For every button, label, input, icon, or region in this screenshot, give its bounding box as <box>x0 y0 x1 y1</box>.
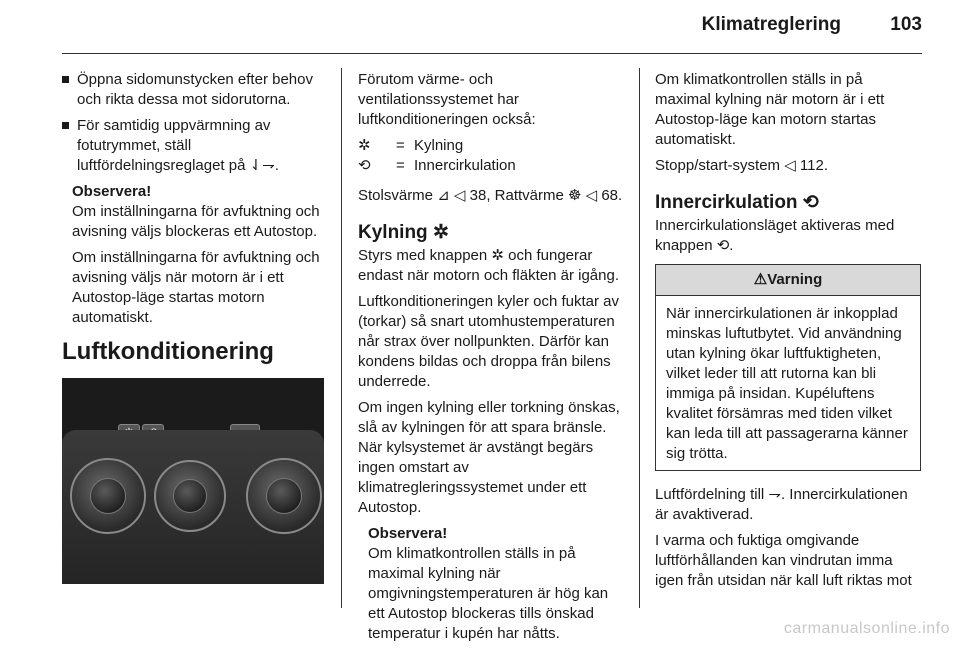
column-divider <box>639 68 640 608</box>
list-item: Öppna sidomunstycken efter behov och rikta dessa mot sidorutorna. <box>62 70 324 110</box>
bullet-icon <box>62 122 69 129</box>
climate-panel-photo <box>62 378 324 584</box>
column-divider <box>341 68 342 608</box>
page-number: 103 <box>890 14 922 35</box>
recirculation-icon: ⟲ <box>358 157 371 174</box>
bullet-icon <box>62 76 69 83</box>
note-block <box>358 524 624 644</box>
column-3 <box>655 70 921 597</box>
note-paragraph: Om inställningarna för avfuktning och avisning väljs när motorn är i ett Autostop-läge startas motorn automatiskt. <box>72 249 320 326</box>
note-heading: Observera! <box>72 183 152 200</box>
legend-row: ✲ = Kylning <box>358 137 464 154</box>
body-paragraph: Om ingen kylning eller torkning önskas, slå av kylningen för att spara bränsle. När kylsystemet är avstängt begärs ingen omstart av klimatregleringssystemet under ett Autostop. <box>358 399 620 516</box>
body-paragraph: Innercirkulationsläget aktiveras med knappen ⟲. <box>655 217 895 254</box>
fan-knob <box>154 460 226 532</box>
body-paragraph: Om klimatkontrollen ställs in på maximal kylning när motorn är i ett Autostop-läge kan motorn startas automatiskt. <box>655 71 885 148</box>
note-block <box>62 182 324 328</box>
reference-paragraph: Stolsvärme ⊿ ◁ 38, Rattvärme ☸ ◁ 68. <box>358 187 623 204</box>
list-item: För samtidig uppvärmning av fotutrymmet, ställ luftfördelningsreglaget på ⇃⇁. <box>62 116 324 176</box>
header-rule <box>62 53 922 54</box>
body-paragraph: Styrs med knappen ✲ och fungerar endast när motorn och fläkten är igång. <box>358 247 619 284</box>
section-heading: Luftkonditionering <box>62 338 274 365</box>
column-2 <box>358 70 624 650</box>
temperature-knob <box>70 458 146 534</box>
body-paragraph: Luftfördelning till ⇁. Innercirkulationen är avaktiverad. <box>655 486 908 523</box>
page-title: Klimatreglering <box>701 14 842 35</box>
page-header <box>702 14 922 36</box>
subsection-heading: Kylning ✲ <box>358 222 449 243</box>
body-paragraph: Luftkonditioneringen kyler och fuktar av (torkar) så snart utomhustemperaturen når strax över nollpunkten. Därför kan kondens bildas och droppa från bilens underrede. <box>358 293 619 390</box>
body-paragraph: I varma och fuktiga omgivande luftförhållanden kan vindrutan imma igen från utsidan när kall luft riktas mot <box>655 532 912 589</box>
note-paragraph: Om klimatkontrollen ställs in på maximal kylning när omgivningstemperaturen är hög kan ett Autostop blockeras tills önskad temperatur i kupén har nåtts. <box>368 545 609 642</box>
note-paragraph: Om inställningarna för avfuktning och avisning väljs blockeras ett Autostop. <box>72 203 320 240</box>
intro-paragraph: Förutom värme- och ventilationssystemet har luftkonditioneringen också: <box>358 71 536 128</box>
watermark: carmanualsonline.info <box>783 620 950 637</box>
control-panel <box>62 430 324 584</box>
column-1 <box>62 70 324 584</box>
warning-text: När innercirkulationen är inkopplad minskas luftutbytet. Vid användning utan kylning ökar luftfuktigheten, vilket leder till att rutorna kan bli immiga på insidan. Kupéluftens kvalitet försämras med tiden vilket kan leda till att passagerarna känner sig trötta. <box>666 305 908 462</box>
reference-paragraph: Stopp/start-system ◁ 112. <box>655 157 828 174</box>
subsection-heading: Innercirkulation ⟲ <box>655 192 819 213</box>
warning-box <box>655 264 921 471</box>
warning-heading: ⚠Varning <box>656 265 920 296</box>
snowflake-icon: ✲ <box>358 137 371 154</box>
air-distribution-knob <box>246 458 322 534</box>
note-heading: Observera! <box>368 525 448 542</box>
legend-row: ⟲ = Innercirkulation <box>358 157 516 174</box>
